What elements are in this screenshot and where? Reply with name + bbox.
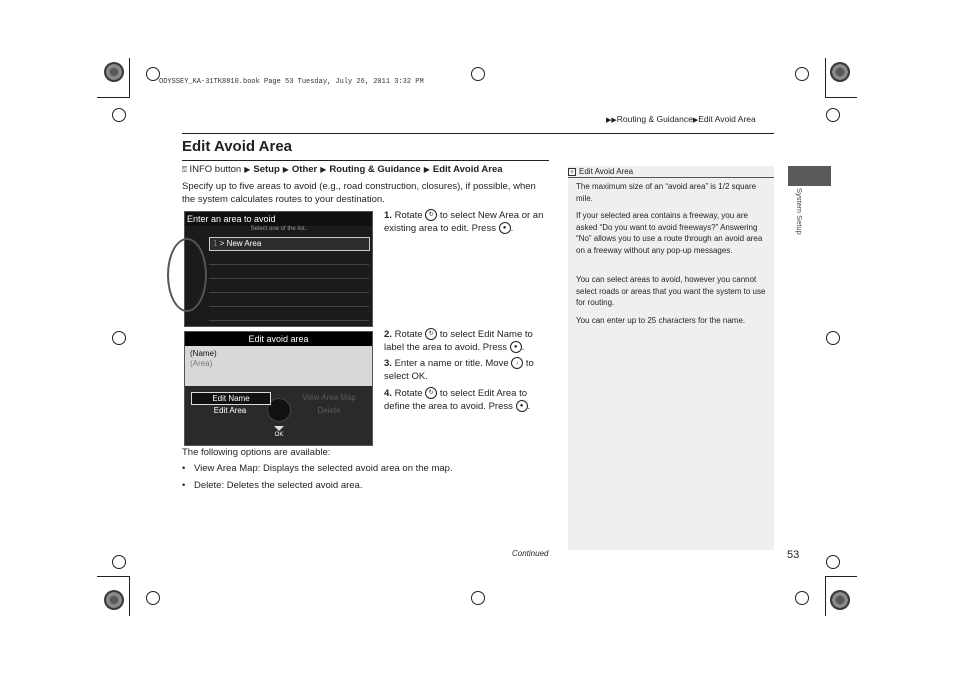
rotate-icon: ↻ xyxy=(425,209,437,221)
step-number: 4. xyxy=(384,388,392,399)
breadcrumb-item: Edit Avoid Area xyxy=(698,114,756,124)
step-text: Rotate xyxy=(394,210,423,221)
option-item: • View Area Map: Displays the selected avoid area on the map. xyxy=(182,463,453,474)
path-step: Edit Avoid Area xyxy=(432,164,503,175)
crosshair-mark xyxy=(471,591,485,605)
path-info: INFO button xyxy=(189,164,242,175)
section-tab-label: System Setup xyxy=(795,188,804,235)
crosshair-mark xyxy=(112,331,126,345)
crosshair-mark xyxy=(146,67,160,81)
screen-title: Edit avoid area xyxy=(185,332,372,346)
area-label: (Area) xyxy=(190,359,213,368)
step-text: or an existing area to edit. Press xyxy=(384,210,544,234)
option-desc: : Displays the selected avoid area on the map. xyxy=(257,463,453,474)
rotate-icon: ↻ xyxy=(425,387,437,399)
ok-label[interactable]: OK xyxy=(274,432,284,438)
screen-title: Enter an area to avoid xyxy=(185,212,372,226)
rotate-icon: ↻ xyxy=(425,328,437,340)
crop-line xyxy=(129,58,130,98)
list-row xyxy=(209,292,369,307)
crosshair-mark xyxy=(471,67,485,81)
section-tab xyxy=(788,166,831,186)
breadcrumb: ▶▶Routing & Guidance▶Edit Avoid Area xyxy=(606,114,756,124)
header-rule xyxy=(182,133,774,134)
sidebar-note: The maximum size of an “avoid area” is 1/2 square mile. xyxy=(576,182,757,203)
sidebar-title: Edit Avoid Area xyxy=(579,167,634,176)
crop-line xyxy=(97,576,129,577)
delete-button[interactable]: Delete xyxy=(317,406,341,415)
item-number: 1 xyxy=(213,239,218,248)
step-option: OK xyxy=(411,371,426,382)
list-row xyxy=(209,250,369,265)
step-number: 1. xyxy=(384,210,392,221)
info-button-icon: ⍔ xyxy=(182,165,187,174)
crop-line xyxy=(825,576,826,616)
path-step: Setup xyxy=(253,164,280,175)
crop-line xyxy=(129,576,130,616)
press-icon: ● xyxy=(499,222,511,234)
sidebar-note: You can enter up to 25 characters for the name. xyxy=(576,316,746,325)
crosshair-mark xyxy=(795,591,809,605)
sidebar-heading xyxy=(568,166,774,178)
step-number: 3. xyxy=(384,358,392,369)
list-row xyxy=(209,278,369,293)
list-item-new-area[interactable]: 1 > New Area xyxy=(209,237,370,251)
step-text: to select xyxy=(384,358,534,382)
move-icon: ↓ xyxy=(511,357,523,369)
step-text: to select xyxy=(439,388,476,399)
step-text: to label the area to avoid. Press xyxy=(384,329,533,353)
continued-label: Continued xyxy=(512,549,549,558)
press-icon: ● xyxy=(516,400,528,412)
option-item: • Delete: Deletes the selected avoid area. xyxy=(182,480,363,491)
step-text: Enter a name or title. Move xyxy=(394,358,509,369)
sidebar-note: If your selected area contains a freeway, you are asked “Do you want to avoid freeways?” Answering “No” allows you to use a route through an avoid area on a freeway without any pop-up messages. xyxy=(576,211,763,255)
crosshair-mark xyxy=(826,108,840,122)
dial-graphic xyxy=(167,238,207,312)
breadcrumb-item: Routing & Guidance xyxy=(616,114,693,124)
page-number: 53 xyxy=(787,549,800,561)
path-step: Routing & Guidance xyxy=(329,164,421,175)
list-row xyxy=(209,306,369,321)
intro-text: Specify up to five areas to avoid (e.g., road construction, closures), if possible, when the system calculates routes to your destination. xyxy=(182,181,536,205)
crop-line xyxy=(825,97,857,98)
list-row xyxy=(209,264,369,279)
edit-area-button[interactable]: Edit Area xyxy=(213,406,247,415)
crop-line xyxy=(97,97,129,98)
crosshair-mark xyxy=(826,555,840,569)
screen-enter-area xyxy=(184,211,373,327)
crop-line xyxy=(825,58,826,98)
crosshair-mark xyxy=(826,331,840,345)
step-text: Rotate xyxy=(394,388,423,399)
step-option: New Area xyxy=(477,210,520,221)
step-4: 4. Rotate ↻ to select Edit Area to define the area to avoid. Press ● . xyxy=(384,388,531,412)
step-text: to select xyxy=(439,329,476,340)
crop-line xyxy=(825,576,857,577)
registration-mark-top-right xyxy=(830,62,850,82)
crosshair-mark xyxy=(795,67,809,81)
sidebar-note: You can select areas to avoid, however you cannot select roads or areas that you want the system to use for routing. xyxy=(576,275,766,307)
path-step: Other xyxy=(291,164,318,175)
title-rule xyxy=(182,160,549,161)
print-line: ODYSSEY_KA-31TK8810.book Page 53 Tuesday, July 26, 2011 3:32 PM xyxy=(159,78,424,86)
menu-path: ⍔ INFO button ▶ Setup ▶ Other ▶ Routing & Guidance ▶ Edit Avoid Area xyxy=(182,164,503,175)
registration-mark-bottom-left xyxy=(104,590,124,610)
option-label: Delete xyxy=(194,480,222,491)
screen-edit-avoid-area xyxy=(184,331,373,446)
step-text: Rotate xyxy=(394,329,423,340)
step-option: Edit Name xyxy=(477,329,523,340)
item-label: New Area xyxy=(226,239,262,248)
edit-name-button[interactable]: Edit Name xyxy=(191,392,271,405)
screen-subtitle: Select one of the list. xyxy=(250,226,307,232)
step-text: to define the area to avoid. Press xyxy=(384,388,528,412)
crosshair-mark xyxy=(112,108,126,122)
option-desc: : Deletes the selected avoid area. xyxy=(221,480,363,491)
page-title: Edit Avoid Area xyxy=(182,138,293,155)
step-number: 2. xyxy=(384,329,392,340)
crosshair-mark xyxy=(146,591,160,605)
step-2: 2. Rotate ↻ to select Edit Name to label the area to avoid. Press ● . xyxy=(384,329,533,353)
step-1: 1. Rotate ↻ to select New Area or an existing area to edit. Press ● . xyxy=(384,210,544,234)
name-label: (Name) xyxy=(190,349,217,358)
options-intro: The following options are available: xyxy=(182,447,331,458)
option-label: View Area Map xyxy=(194,463,258,474)
step-text: to select xyxy=(439,210,476,221)
step-3: 3. Enter a name or title. Move ↓ to select OK. xyxy=(384,358,534,382)
registration-mark-top-left xyxy=(104,62,124,82)
registration-mark-bottom-right xyxy=(830,590,850,610)
note-icon: » xyxy=(568,168,576,176)
crosshair-mark xyxy=(112,555,126,569)
step-option: Edit Area xyxy=(477,388,517,399)
down-arrow-icon xyxy=(274,426,284,431)
view-area-map-button[interactable]: View Area Map xyxy=(302,393,356,402)
press-icon: ● xyxy=(510,341,522,353)
